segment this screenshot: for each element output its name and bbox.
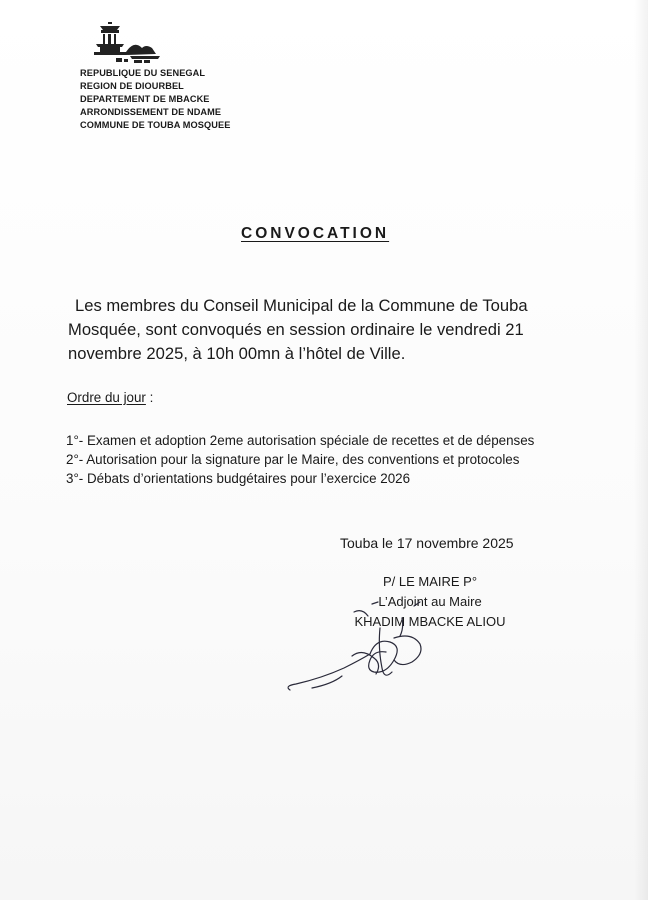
intro-line-2: Mosquée, sont convoqués en session ordinaire le vendredi 21 [68, 320, 524, 339]
agenda-heading-label: Ordre du jour [67, 390, 146, 405]
header-line-republic: REPUBLIQUE DU SENEGAL [80, 68, 206, 78]
intro-line-1: Les membres du Conseil Municipal de la Commune de Touba [75, 296, 528, 315]
agenda-list [66, 431, 534, 488]
place-date-line: Touba le 17 novembre 2025 [340, 535, 514, 551]
agenda-item: 2°- Autorisation pour la signature par le Maire, des conventions et protocoles [66, 452, 520, 467]
header-line-commune: COMMUNE DE TOUBA MOSQUEE [80, 120, 231, 130]
convocation-paragraph [68, 294, 608, 366]
agenda-heading [67, 390, 153, 405]
header-line-region: REGION DE DIOURBEL [80, 81, 184, 91]
signatory-for-mayor: P/ LE MAIRE P° [382, 574, 478, 589]
signatory-role: L’Adjoint au Maire [378, 594, 482, 609]
page-edge-shadow [634, 0, 648, 900]
agenda-item: 1°- Examen et adoption 2eme autorisation spéciale de recettes et de dépenses [66, 433, 535, 448]
header-line-arrondissement: ARRONDISSEMENT DE NDAME [80, 107, 222, 117]
agenda-item: 3°- Débats d’orientations budgétaires pour l’exercice 2026 [66, 471, 411, 486]
document-title: CONVOCATION [241, 225, 390, 242]
handwritten-signature [282, 598, 452, 703]
intro-line-3: novembre 2025, à 10h 00mn à l’hôtel de Ville. [68, 344, 406, 363]
signatory-name: KHADIM MBACKE ALIOU [354, 614, 506, 629]
agenda-heading-colon: : [145, 390, 154, 405]
header-line-department: DEPARTEMENT DE MBACKE [80, 94, 210, 104]
administrative-header [80, 67, 230, 132]
touba-commune-logo-icon [86, 18, 166, 64]
